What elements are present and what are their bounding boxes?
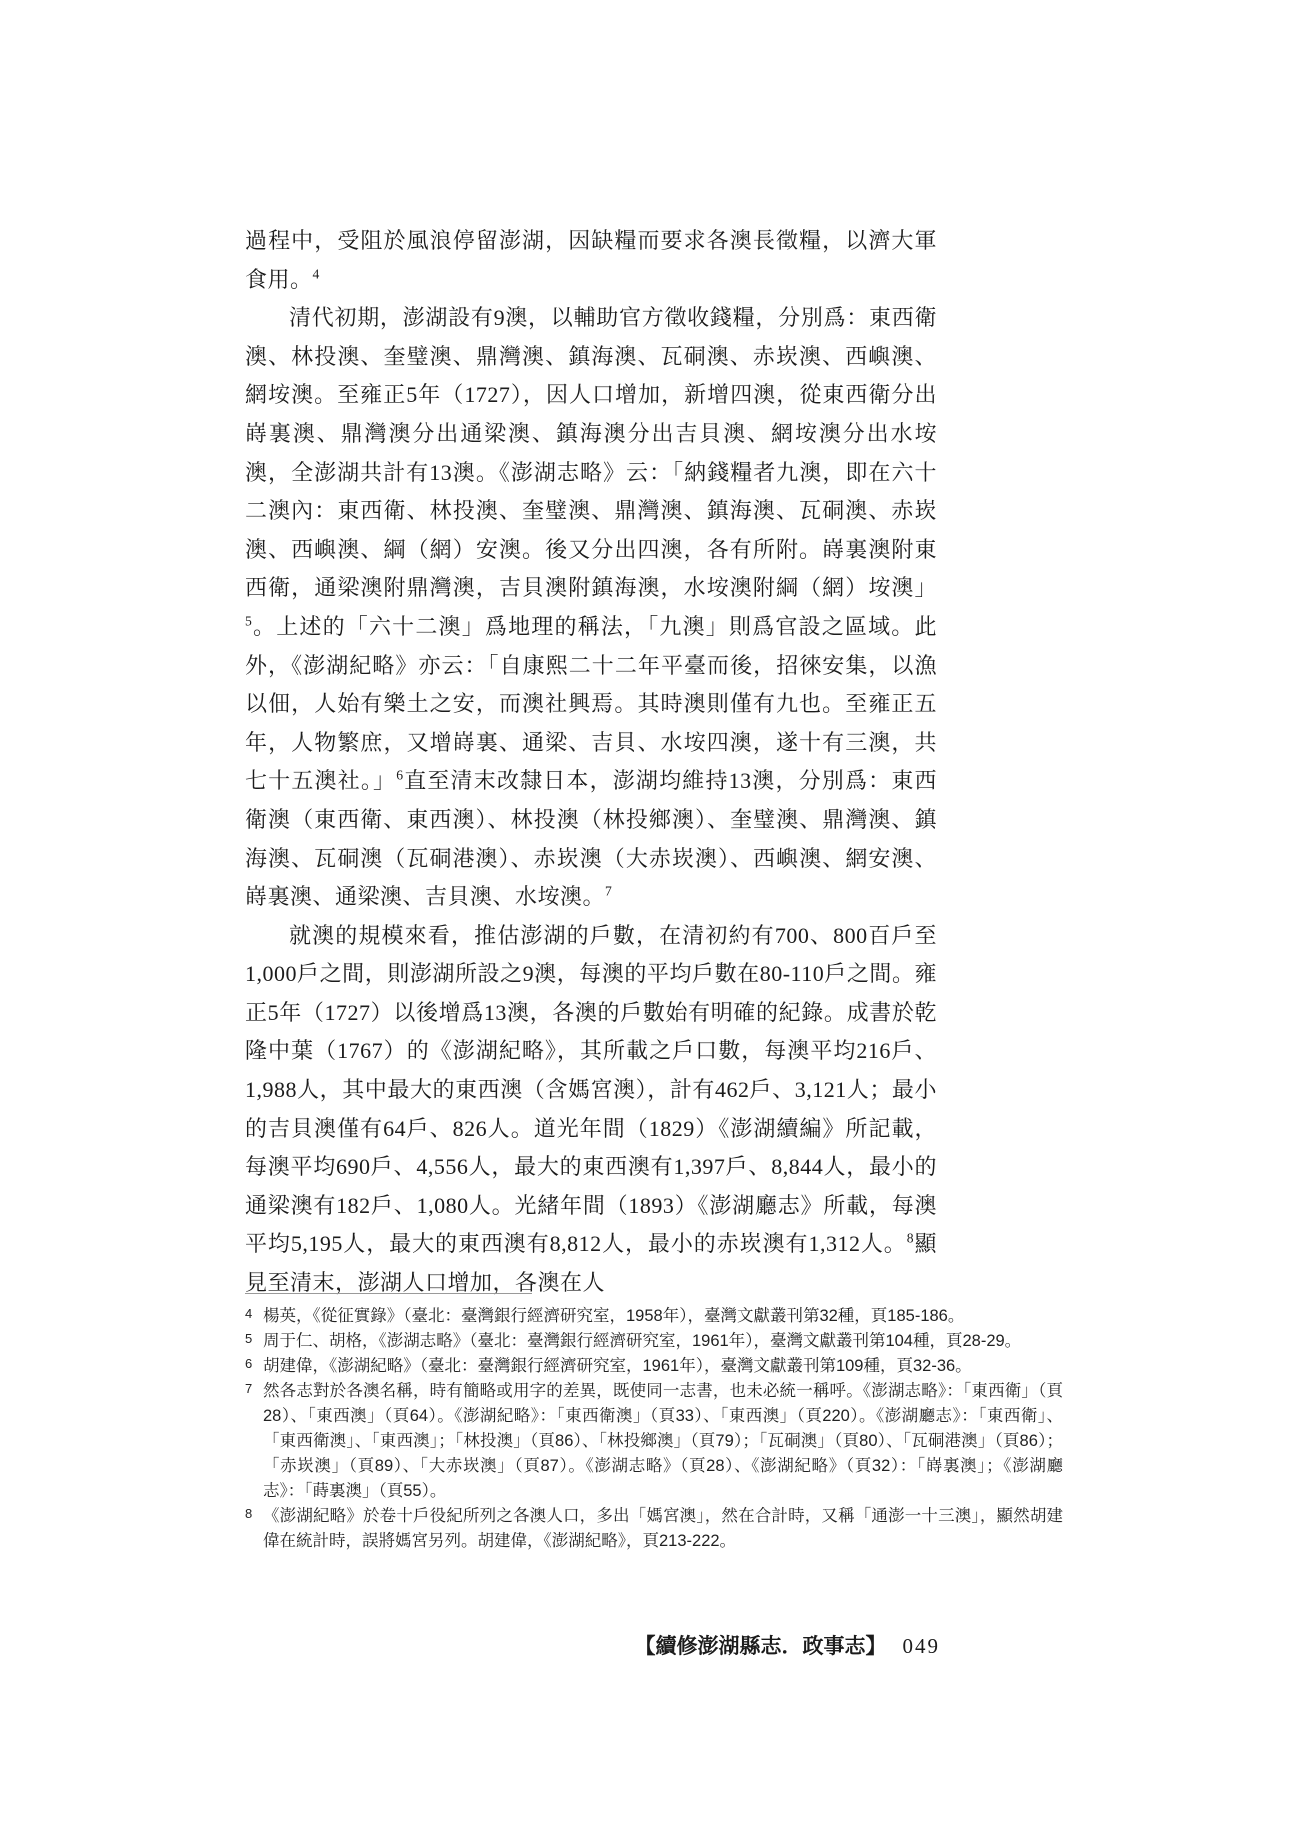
footnote-number: 8	[245, 1506, 253, 1521]
book-title: 【續修澎湖縣志．政事志】	[634, 1634, 887, 1658]
footnote-number: 4	[245, 1306, 253, 1321]
footnote-text: 然各志對於各澳名稱，時有簡略或用字的差異，既使同一志書，也未必統一稱呼。《澎湖志略》：「東西衛」（頁28）、「東西澳」（頁64）。《澎湖紀略》：「東西衛澳」（頁33）、「東西澳」（頁220）。《澎湖廳志》：「東西衛」、「東西衛澳」、「東西澳」；「林投澳」（頁86）、「林投鄉澳」（頁79）；「瓦硐澳」（頁80）、「瓦硐港澳」（頁86）；「赤崁澳」（頁89）、「大赤崁澳」（頁87）。《澎湖志略》（頁28）、《澎湖紀略》（頁32）：「嵵裏澳」；《澎湖廳志》：「蒔裏澳」（頁55）。	[263, 1382, 1063, 1500]
body-text-run: 清代初期，澎湖設有9澳，以輔助官方徵收錢糧，分別爲：東西衛澳、林投澳、奎璧澳、鼎灣澳、鎮海澳、瓦硐澳、赤崁澳、西嶼澳、網垵澳。至雍正5年（1727），因人口增加，新增四澳，從東西衛分出嵵裏澳、鼎灣澳分出通梁澳、鎮海澳分出吉貝澳、網垵澳分出水垵澳，全澎湖共計有13澳。《澎湖志略》云：「納錢糧者九澳，即在六十二澳內：東西衛、林投澳、奎璧澳、鼎灣澳、鎮海澳、瓦硐澳、赤崁澳、西嶼澳、綱（網）安澳。後又分出四澳，各有所附。嵵裏澳附東西衛，通梁澳附鼎灣澳，吉貝澳附鎮海澳，水垵澳附綱（網）垵澳」	[245, 305, 937, 601]
footnote-item	[245, 1379, 1063, 1504]
footnote-number: 5	[245, 1331, 253, 1346]
footnote-ref: 6	[396, 767, 404, 783]
page-number: 049	[902, 1634, 940, 1658]
footnote-ref: 8	[906, 1231, 915, 1247]
page-footer	[245, 1630, 940, 1660]
footnote-ref: 7	[605, 883, 613, 899]
footnote-ref: 4	[312, 266, 320, 282]
body-paragraph	[245, 917, 937, 1303]
footnote-text: 楊英，《從征實錄》（臺北：臺灣銀行經濟研究室，1958年），臺灣文獻叢刊第32種，頁185-186。	[263, 1307, 965, 1325]
footnote-text: 《澎湖紀略》於卷十戶役紀所列之各澳人口，多出「媽宮澳」，然在合計時，又稱「通澎一十三澳」，顯然胡建偉在統計時，誤將媽宮另列。胡建偉，《澎湖紀略》，頁213-222。	[263, 1507, 1063, 1550]
footnote-number: 7	[245, 1381, 253, 1396]
footnote-item	[245, 1354, 1063, 1379]
footnote-item	[245, 1329, 1063, 1354]
body-text-run: 就澳的規模來看，推估澎湖的戶數，在清初約有700、800百戶至1,000戶之間，則澎湖所設之9澳，每澳的平均戶數在80-110戶之間。雍正5年（1727）以後增爲13澳，各澳的戶數始有明確的紀錄。成書於乾隆中葉（1767）的《澎湖紀略》，其所載之戶口數，每澳平均216戶、1,988人，其中最大的東西澳（含媽宮澳），計有462戶、3,121人；最小的吉貝澳僅有64戶、826人。道光年間（1829）《澎湖續編》所記載，每澳平均690戶、4,556人，最大的東西澳有1,397戶、8,844人，最小的通梁澳有182戶、1,080人。光緒年間（1893）《澎湖廳志》所載，每澳平均5,195人，最大的東西澳有8,812人，最小的赤崁澳有1,312人。	[245, 922, 937, 1257]
body-text	[245, 222, 937, 1303]
body-paragraph	[245, 299, 937, 917]
footnote-item	[245, 1504, 1063, 1554]
body-text-run: 直至清末改隸日本，澎湖均維持13澳，分別爲：東西衛澳（東西衛、東西澳）、林投澳（林投鄉澳）、奎璧澳、鼎灣澳、鎮海澳、瓦硐澳（瓦硐港澳）、赤崁澳（大赤崁澳）、西嶼澳、網安澳、嵵裏澳、通梁澳、吉貝澳、水垵澳。	[245, 768, 937, 910]
body-paragraph	[245, 222, 937, 299]
footnote-number: 6	[245, 1356, 253, 1371]
footnote-separator	[245, 1293, 532, 1294]
body-text-run: 過程中，受阻於風浪停留澎湖，因缺糧而要求各澳長徵糧，以濟大軍食用。	[245, 228, 937, 292]
footnote-text: 胡建偉，《澎湖紀略》（臺北：臺灣銀行經濟研究室，1961年），臺灣文獻叢刊第109種，頁32-36。	[263, 1357, 972, 1375]
footnote-text: 周于仁、胡格，《澎湖志略》（臺北：臺灣銀行經濟研究室，1961年），臺灣文獻叢刊第104種，頁28-29。	[263, 1332, 1022, 1350]
footnote-list	[245, 1304, 1063, 1554]
body-text-run: 顯見至清末，澎湖人口增加，各澳在人	[245, 1231, 937, 1296]
footnote-ref: 5	[245, 613, 253, 629]
footnotes-section	[245, 1293, 1063, 1554]
footnote-item	[245, 1304, 1063, 1329]
body-text-run: 。上述的「六十二澳」爲地理的稱法，「九澳」則爲官設之區域。此外，《澎湖紀略》亦云：「自康熙二十二年平臺而後，招徠安集，以漁以佃，人始有樂土之安，而澳社興焉。其時澳則僅有九也。至雍正五年，人物繁庶，又增嵵裏、通梁、吉貝、水垵四澳，遂十有三澳，共七十五澳社。」	[245, 613, 937, 794]
